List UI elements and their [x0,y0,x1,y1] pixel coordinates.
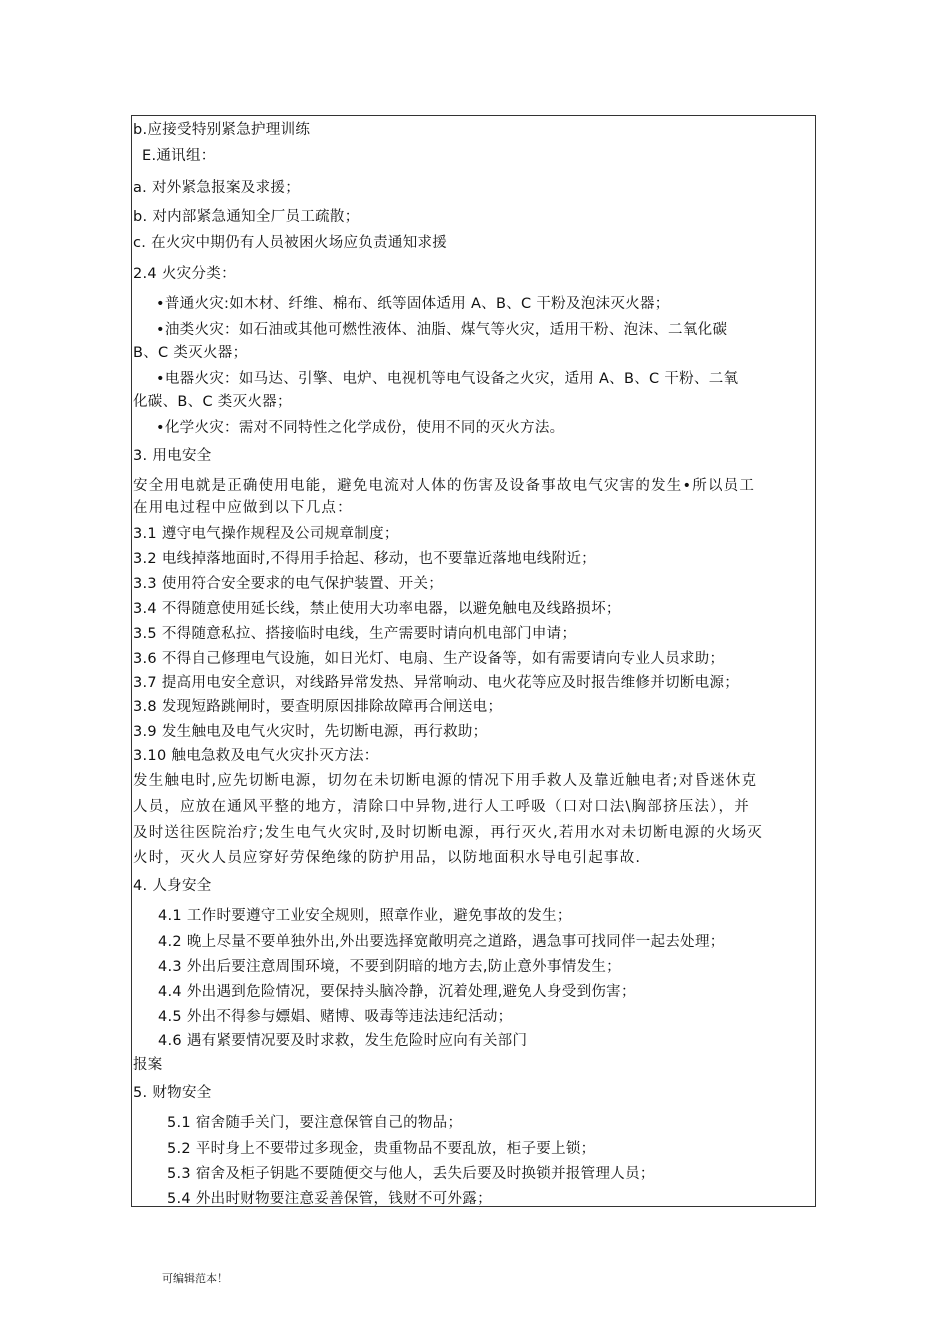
text-line: •化学火灾：需对不同特性之化学成份，使用不同的灭火方法。 [156,420,565,436]
text-line: 人员，应放在通风平整的地方，清除口中异物,进行人工呼吸（口对口法\胸部挤压法），并 [133,799,750,815]
section-heading: 5. 财物安全 [133,1085,212,1101]
text-line: 4.6 遇有紧要情况要及时求救，发生危险时应向有关部门 [158,1033,528,1049]
section-heading: 2.4 火灾分类： [133,266,236,282]
text-line: b. 对内部紧急通知全厂员工疏散； [133,209,360,225]
text-line: 3.4 不得随意使用延长线，禁止使用大功率电器，以避免触电及线路损坏； [133,601,621,617]
text-line: 4.3 外出后要注意周围环境，不要到阴暗的地方去,防止意外事情发生； [158,959,621,975]
text-line: 发生触电时,应先切断电源，切勿在未切断电源的情况下用手救人及靠近触电者;对昏迷休克 [133,773,758,789]
text-line: 4.5 外出不得参与嫖娼、赌博、吸毒等违法违纪活动； [158,1009,513,1025]
section-heading: 4. 人身安全 [133,878,212,894]
text-line: E.通讯组： [142,148,216,164]
text-line: 3.5 不得随意私拉、搭接临时电线，生产需要时请向机电部门申请； [133,626,577,642]
text-line: 5.1 宿舍随手关门，要注意保管自己的物品； [167,1115,463,1131]
text-line: 4.2 晚上尽量不要单独外出,外出要选择宽敞明亮之道路，遇急事可找同伴一起去处理； [158,934,725,950]
text-line: 5.2 平时身上不要带过多现金，贵重物品不要乱放，柜子要上锁； [167,1141,596,1157]
text-line: 4.4 外出遇到危险情况，要保持头脑冷静，沉着处理,避免人身受到伤害； [158,984,636,1000]
text-line: •电器火灾：如马达、引擎、电炉、电视机等电气设备之火灾，适用 A、B、C 干粉、二氧 [156,371,739,387]
text-line: 3.10 触电急救及电气火灾扑灭方法： [133,748,379,764]
text-line: 化碳、B、C 类灭火器； [133,394,292,410]
text-line: a. 对外紧急报案及求援； [133,180,301,196]
text-line: 3.1 遵守电气操作规程及公司规章制度； [133,526,399,542]
text-line: 安全用电就是正确使用电能，避免电流对人体的伤害及设备事故电气灾害的发生•所以员工 [133,478,756,494]
text-line: B、C 类灭火器； [133,345,248,361]
footer-note: 可编辑范本！ [162,1272,228,1285]
text-line: 3.3 使用符合安全要求的电气保护装置、开关； [133,576,444,592]
text-line: 3.8 发现短路跳闸时，要查明原因排除故障再合闸送电； [133,699,503,715]
text-line: 5.3 宿舍及柜子钥匙不要随便交与他人，丢失后要及时换锁并报管理人员； [167,1166,655,1182]
text-line: 3.2 电线掉落地面时,不得用手拾起、移动，也不要靠近落地电线附近； [133,551,596,567]
text-line: 4.1 工作时要遵守工业安全规则，照章作业，避免事故的发生； [158,908,572,924]
text-line: 在用电过程中应做到以下几点： [133,500,353,516]
text-line: 3.7 提高用电安全意识，对线路异常发热、异常响动、电火花等应及时报告维修并切断电源； [133,675,740,691]
text-line: b.应接受特别紧急护理训练 [133,122,311,138]
text-line: •油类火灾：如石油或其他可燃性液体、油脂、煤气等火灾，适用干粉、泡沫、二氧化碳 [156,322,728,338]
text-line: 3.6 不得自己修理电气设施，如日光灯、电扇、生产设备等，如有需要请向专业人员求助； [133,651,725,667]
text-line: 及时送往医院治疗;发生电气火灾时,及时切断电源，再行灭火,若用水对未切断电源的火场灭 [133,825,763,841]
section-heading: 3. 用电安全 [133,448,212,464]
text-line: 3.9 发生触电及电气火灾时，先切断电源，再行救助； [133,724,488,740]
text-line: 火时，灭火人员应穿好劳保绝缘的防护用品，以防地面积水导电引起事故. [133,850,642,866]
text-line: •普通火灾:如木材、纤维、棉布、纸等固体适用 A、B、C 干粉及泡沫灭火器； [156,296,670,312]
text-line: 5.4 外出时财物要注意妥善保管，钱财不可外露； [167,1191,492,1207]
text-line: c. 在火灾中期仍有人员被困火场应负责通知求援 [133,235,448,251]
text-line: 报案 [133,1057,163,1073]
